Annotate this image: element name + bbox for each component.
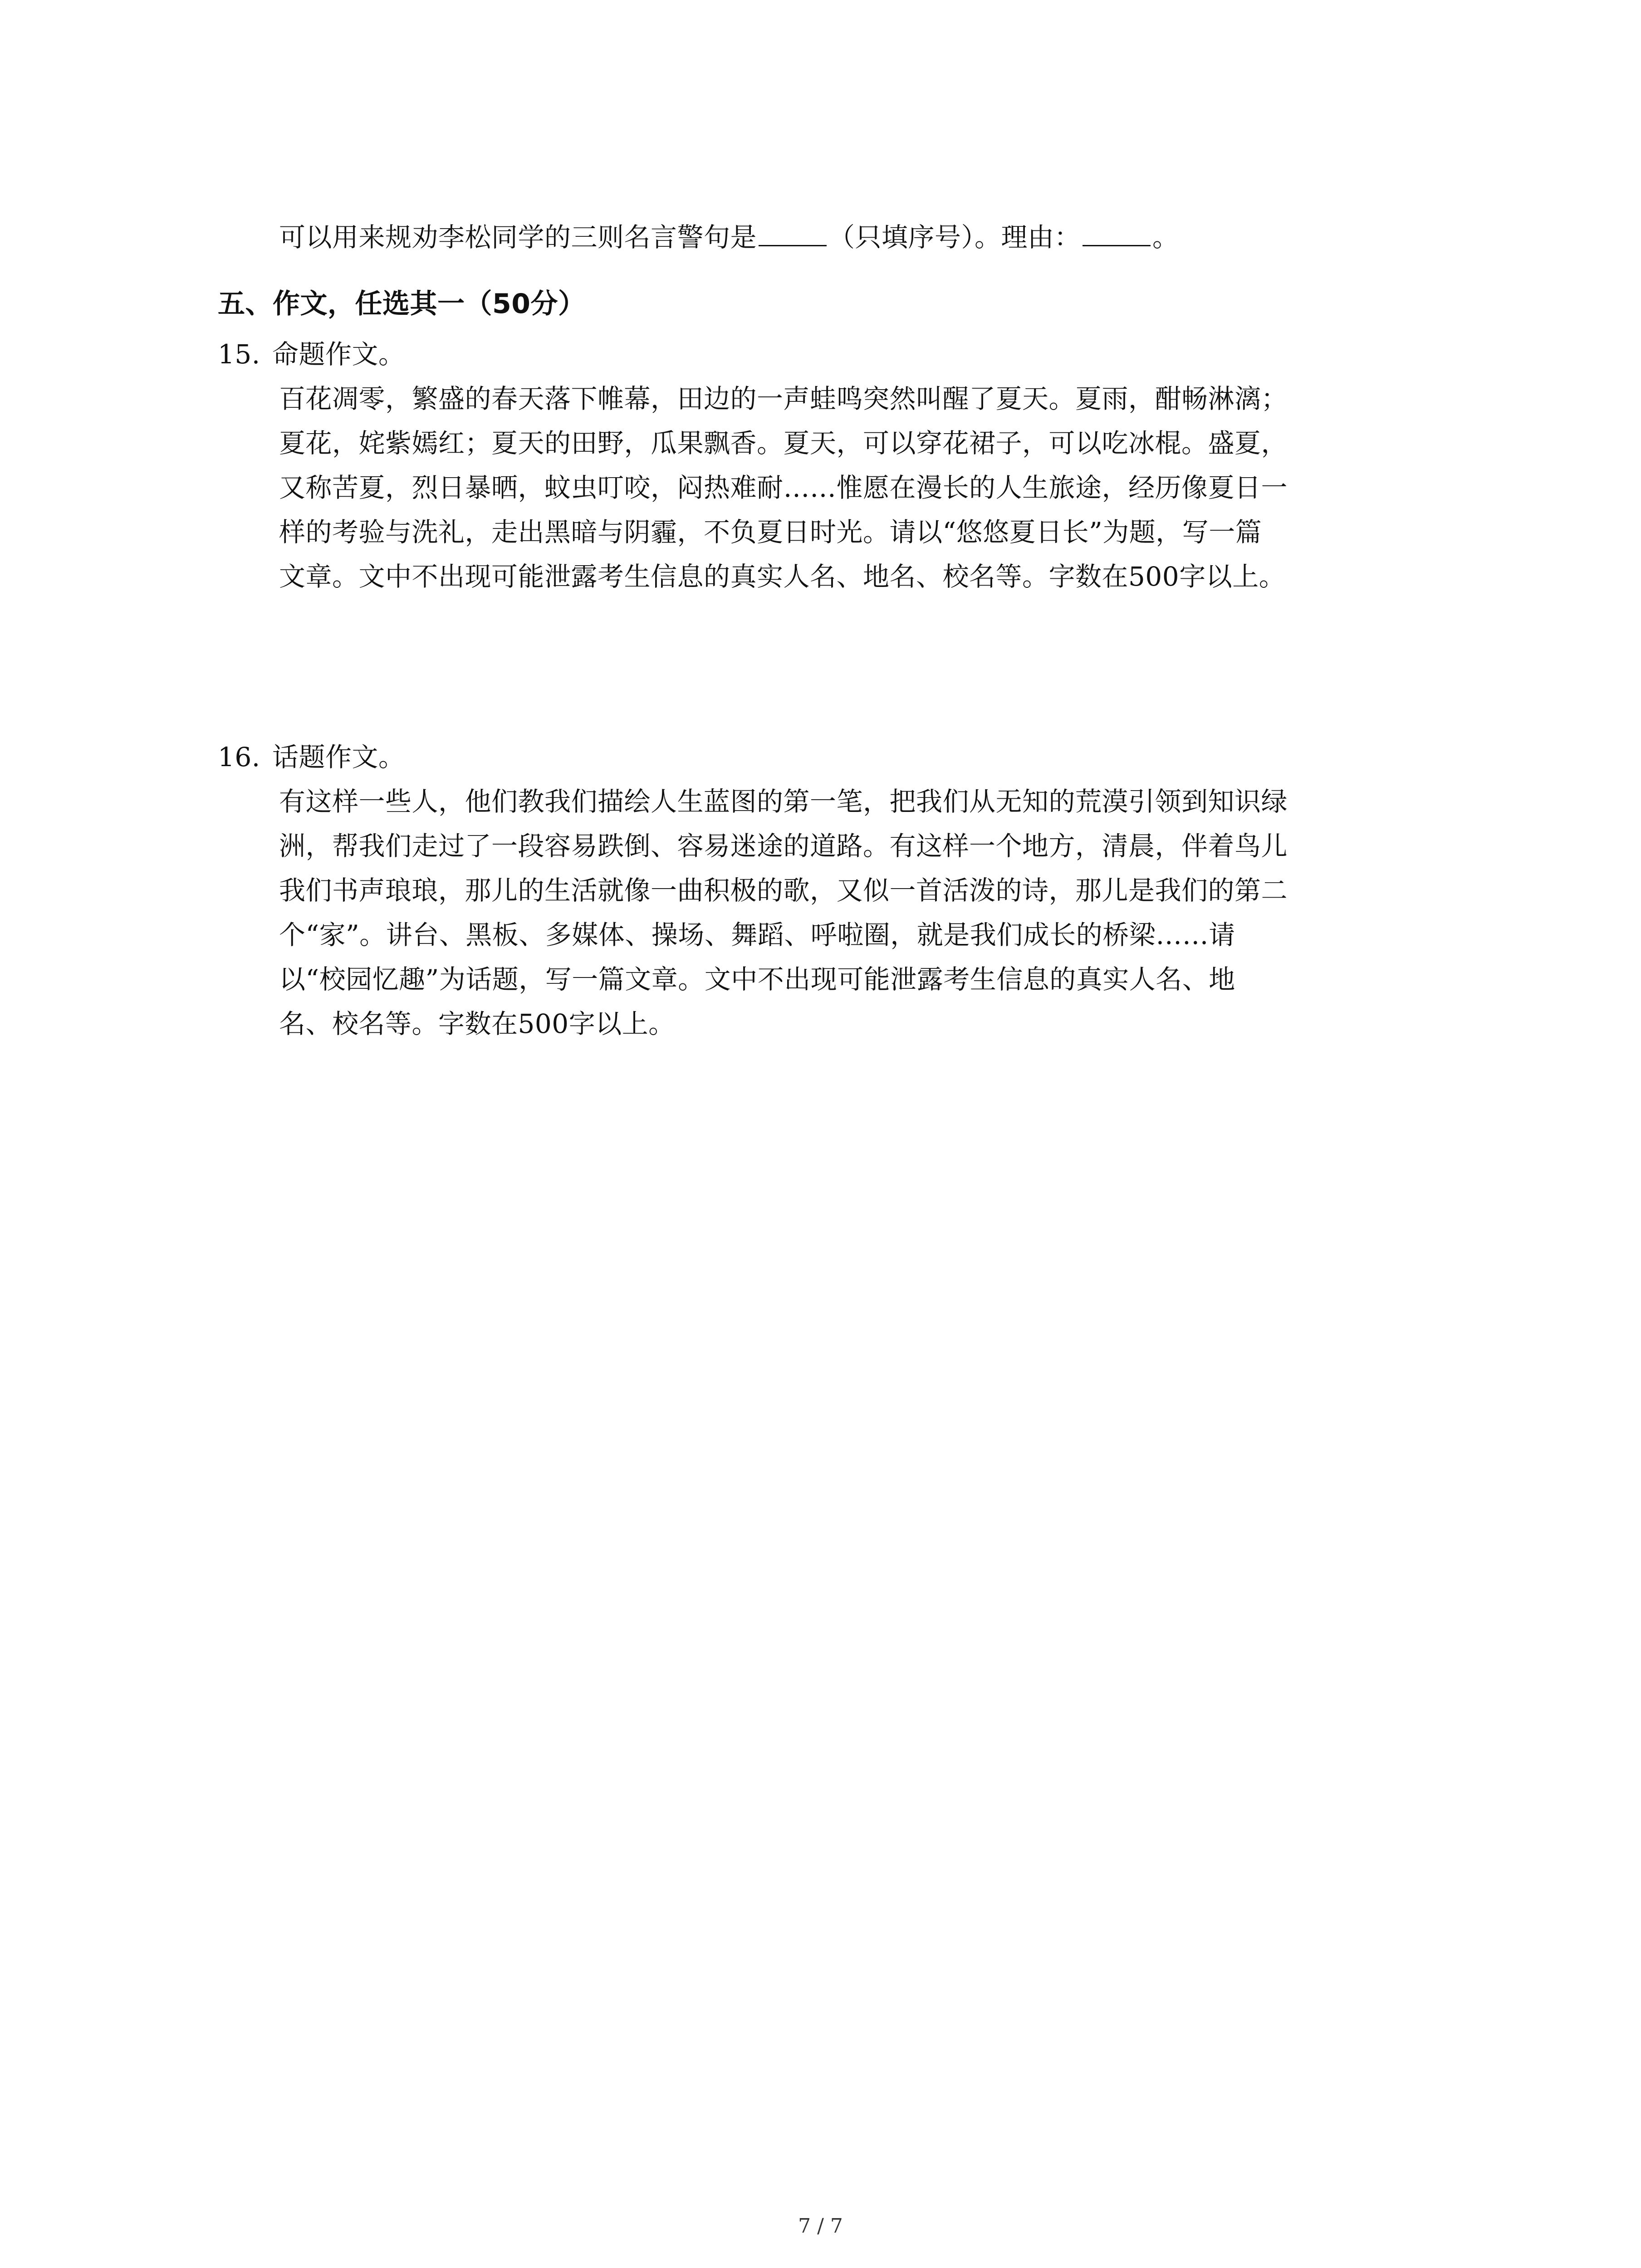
section-heading: 五、作文，任选其一（50分）: [218, 288, 586, 320]
question-15-line: 样的考验与洗礼，走出黑暗与阴霾，不负夏日时光。请以“悠悠夏日长”为题，写一篇: [279, 517, 1262, 547]
question-15-line: 夏花，姹紫嫣红；夏天的田野，瓜果飘香。夏天，可以穿花裙子，可以吃冰棍。盛夏，: [279, 428, 1288, 459]
question-16-line: 名、校名等。字数在500字以上。: [279, 1008, 675, 1039]
question-16-line: 以“校园忆趣”为话题，写一篇文章。文中不出现可能泄露考生信息的真实人名、地: [279, 964, 1235, 995]
question-15-title: 命题作文。: [272, 339, 405, 370]
fill-in-text-2: （只填序号）。理由：: [828, 222, 1081, 253]
question-15-line: 文章。文中不出现可能泄露考生信息的真实人名、地名、校名等。字数在500字以上。: [279, 561, 1286, 592]
question-16-line: 有这样一些人，他们教我们描绘人生蓝图的第一笔，把我们从无知的荒漠引领到知识绿: [279, 786, 1288, 817]
fill-in-text-3: 。: [1152, 222, 1179, 253]
question-15-title-row: [218, 339, 405, 370]
page-number: 7 / 7: [798, 2214, 843, 2238]
question-16-line: 洲，帮我们走过了一段容易跌倒、容易迷途的道路。有这样一个地方，清晨，伴着鸟儿: [279, 831, 1288, 861]
answer-blank-1[interactable]: [759, 222, 827, 246]
question-15-line: 又称苦夏，烈日暴晒，蚊虫叮咬，闷热难耐……惟愿在漫长的人生旅途，经历像夏日一: [279, 472, 1288, 503]
question-15-number: 15.: [218, 339, 260, 370]
fill-in-text-1: 可以用来规劝李松同学的三则名言警句是: [279, 222, 757, 253]
question-16-line: 我们书声琅琅，那儿的生活就像一曲积极的歌，又似一首活泼的诗，那儿是我们的第二: [279, 875, 1288, 906]
question-16-line: 个“家”。讲台、黑板、多媒体、操场、舞蹈、呼啦圈，就是我们成长的桥梁……请: [279, 919, 1235, 950]
question-16-title: 话题作文。: [272, 742, 405, 772]
question-16-number: 16.: [218, 742, 260, 772]
answer-blank-2[interactable]: [1083, 222, 1151, 246]
question-15-line: 百花凋零，繁盛的春天落下帷幕，田边的一声蛙鸣突然叫醒了夏天。夏雨，酣畅淋漓；: [279, 383, 1288, 414]
fill-in-question: [279, 222, 1179, 253]
question-16-title-row: [218, 744, 405, 770]
